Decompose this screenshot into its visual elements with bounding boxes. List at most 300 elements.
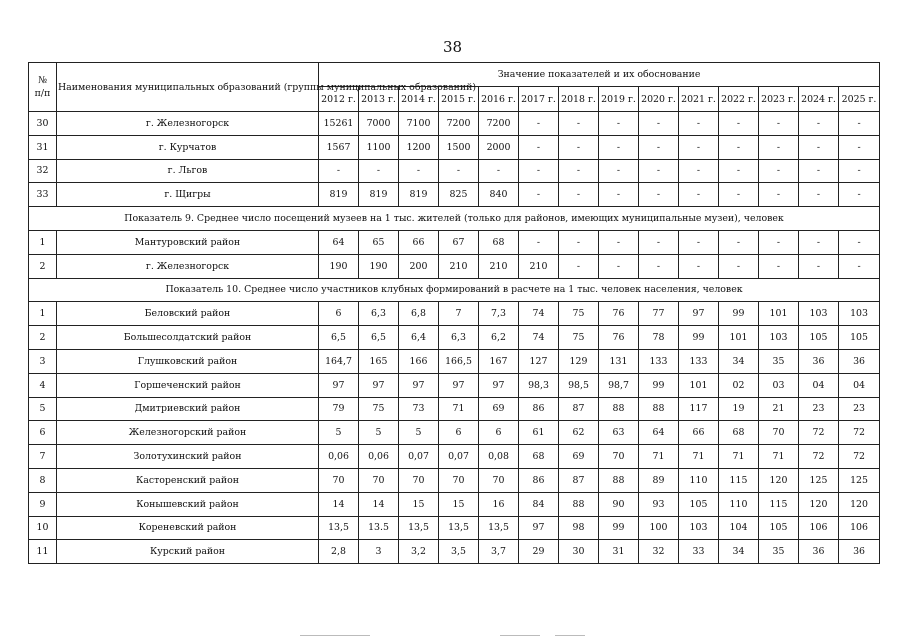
table-row [29, 445, 880, 469]
value-cell: 819 [319, 183, 359, 207]
value-cell: 3 [359, 540, 399, 564]
value-cell: 0,07 [439, 445, 479, 469]
value-cell: 64 [639, 421, 679, 445]
value-cell: 16 [479, 492, 519, 516]
table-row [29, 183, 880, 207]
value-cell: 04 [799, 373, 839, 397]
municipality-name: г. Железногорск [57, 112, 319, 136]
municipality-name: Кореневский район [57, 516, 319, 540]
value-cell: 90 [599, 492, 639, 516]
value-cell: - [799, 230, 839, 254]
value-cell: - [479, 159, 519, 183]
value-cell: 72 [799, 421, 839, 445]
value-cell: 3,2 [399, 540, 439, 564]
value-cell: 78 [639, 326, 679, 350]
value-cell: - [399, 159, 439, 183]
value-cell: - [719, 230, 759, 254]
value-cell: - [799, 183, 839, 207]
header-year: 2023 г. [759, 87, 799, 112]
row-number: 30 [29, 112, 57, 136]
value-cell: 819 [399, 183, 439, 207]
value-cell: 127 [519, 349, 559, 373]
value-cell: 15 [439, 492, 479, 516]
value-cell: 70 [319, 468, 359, 492]
value-cell: 210 [439, 254, 479, 278]
row-number: 6 [29, 421, 57, 445]
value-cell: - [679, 254, 719, 278]
value-cell: 97 [679, 302, 719, 326]
value-cell: 103 [839, 302, 880, 326]
value-cell: 6,3 [359, 302, 399, 326]
value-cell: 3,7 [479, 540, 519, 564]
value-cell: 70 [599, 445, 639, 469]
value-cell: - [799, 159, 839, 183]
table-row [29, 397, 880, 421]
table-row [29, 135, 880, 159]
header-year: 2024 г. [799, 87, 839, 112]
value-cell: - [359, 159, 399, 183]
row-number: 11 [29, 540, 57, 564]
value-cell: 103 [799, 302, 839, 326]
table-row [29, 254, 880, 278]
page-number: 38 [442, 38, 463, 56]
value-cell: 7200 [479, 112, 519, 136]
value-cell: 65 [359, 230, 399, 254]
value-cell: 101 [759, 302, 799, 326]
value-cell: 6,2 [479, 326, 519, 350]
section-row [29, 207, 880, 231]
value-cell: - [439, 159, 479, 183]
scan-artifact [500, 635, 540, 636]
value-cell: 33 [679, 540, 719, 564]
value-cell: 103 [759, 326, 799, 350]
table-row [29, 326, 880, 350]
value-cell: 71 [439, 397, 479, 421]
value-cell: - [599, 112, 639, 136]
value-cell: 106 [799, 516, 839, 540]
header-name: Наименования муниципальных образований (группы муниципальных образований) [57, 63, 319, 112]
value-cell: 98,5 [559, 373, 599, 397]
municipality-name: Мантуровский район [57, 230, 319, 254]
value-cell: 13,5 [319, 516, 359, 540]
value-cell: 86 [519, 397, 559, 421]
value-cell: 97 [479, 373, 519, 397]
value-cell: - [719, 254, 759, 278]
value-cell: 1567 [319, 135, 359, 159]
value-cell: 70 [359, 468, 399, 492]
municipality-name: г. Железногорск [57, 254, 319, 278]
table-row [29, 492, 880, 516]
value-cell: 68 [519, 445, 559, 469]
row-number: 32 [29, 159, 57, 183]
value-cell: 66 [399, 230, 439, 254]
value-cell: - [719, 112, 759, 136]
value-cell: 15261 [319, 112, 359, 136]
value-cell: 61 [519, 421, 559, 445]
value-cell: - [799, 112, 839, 136]
value-cell: 88 [599, 397, 639, 421]
value-cell: 89 [639, 468, 679, 492]
header-year: 2015 г. [439, 87, 479, 112]
value-cell: - [759, 230, 799, 254]
value-cell: 36 [839, 349, 880, 373]
value-cell: 69 [559, 445, 599, 469]
value-cell: 190 [319, 254, 359, 278]
table-row [29, 373, 880, 397]
value-cell: 36 [839, 540, 880, 564]
value-cell: 110 [719, 492, 759, 516]
value-cell: - [599, 183, 639, 207]
table-row [29, 540, 880, 564]
value-cell: 75 [359, 397, 399, 421]
header-year: 2013 г. [359, 87, 399, 112]
value-cell: 29 [519, 540, 559, 564]
value-cell: - [839, 183, 880, 207]
municipality-name: Конышевский район [57, 492, 319, 516]
value-cell: - [679, 183, 719, 207]
header-year: 2017 г. [519, 87, 559, 112]
value-cell: - [719, 135, 759, 159]
value-cell: 7100 [399, 112, 439, 136]
value-cell: - [679, 230, 719, 254]
value-cell: - [599, 159, 639, 183]
header-year: 2025 г. [839, 87, 880, 112]
value-cell: 23 [799, 397, 839, 421]
value-cell: - [839, 230, 880, 254]
value-cell: 0,07 [399, 445, 439, 469]
value-cell: 5 [399, 421, 439, 445]
value-cell: 120 [839, 492, 880, 516]
value-cell: 23 [839, 397, 880, 421]
value-cell: 13,5 [399, 516, 439, 540]
value-cell: 131 [599, 349, 639, 373]
table-row [29, 516, 880, 540]
section-row [29, 278, 880, 302]
value-cell: 5 [319, 421, 359, 445]
value-cell: 120 [799, 492, 839, 516]
value-cell: - [759, 254, 799, 278]
value-cell: 97 [519, 516, 559, 540]
value-cell: 62 [559, 421, 599, 445]
value-cell: 71 [759, 445, 799, 469]
value-cell: 129 [559, 349, 599, 373]
value-cell: 6,3 [439, 326, 479, 350]
value-cell: 97 [319, 373, 359, 397]
value-cell: 88 [599, 468, 639, 492]
value-cell: 70 [399, 468, 439, 492]
value-cell: 04 [839, 373, 880, 397]
value-cell: 35 [759, 349, 799, 373]
municipality-name: Большесолдатский район [57, 326, 319, 350]
value-cell: 104 [719, 516, 759, 540]
value-cell: - [559, 135, 599, 159]
value-cell: 125 [799, 468, 839, 492]
value-cell: 71 [719, 445, 759, 469]
value-cell: 71 [639, 445, 679, 469]
value-cell: 125 [839, 468, 880, 492]
value-cell: - [519, 230, 559, 254]
value-cell: - [799, 254, 839, 278]
value-cell: - [759, 183, 799, 207]
value-cell: - [639, 159, 679, 183]
row-number: 2 [29, 326, 57, 350]
value-cell: 7,3 [479, 302, 519, 326]
table-row [29, 159, 880, 183]
value-cell: 36 [799, 349, 839, 373]
value-cell: - [599, 230, 639, 254]
value-cell: 76 [599, 326, 639, 350]
value-cell: 120 [759, 468, 799, 492]
header-no: № п/п [29, 63, 57, 112]
value-cell: - [639, 254, 679, 278]
value-cell: 6,5 [359, 326, 399, 350]
value-cell: - [759, 135, 799, 159]
value-cell: 72 [839, 421, 880, 445]
row-number: 7 [29, 445, 57, 469]
value-cell: 77 [639, 302, 679, 326]
value-cell: 97 [399, 373, 439, 397]
value-cell: 7000 [359, 112, 399, 136]
value-cell: 106 [839, 516, 880, 540]
municipality-name: Золотухинский район [57, 445, 319, 469]
value-cell: 1500 [439, 135, 479, 159]
value-cell: 7 [439, 302, 479, 326]
value-cell: 13,5 [439, 516, 479, 540]
value-cell: 99 [719, 302, 759, 326]
value-cell: - [319, 159, 359, 183]
value-cell: 68 [479, 230, 519, 254]
row-number: 8 [29, 468, 57, 492]
row-number: 3 [29, 349, 57, 373]
row-number: 33 [29, 183, 57, 207]
value-cell: 87 [559, 468, 599, 492]
value-cell: 840 [479, 183, 519, 207]
value-cell: - [839, 159, 880, 183]
value-cell: 190 [359, 254, 399, 278]
row-number: 10 [29, 516, 57, 540]
header-year: 2018 г. [559, 87, 599, 112]
value-cell: 110 [679, 468, 719, 492]
value-cell: 0,08 [479, 445, 519, 469]
value-cell: 75 [559, 302, 599, 326]
value-cell: 115 [719, 468, 759, 492]
value-cell: - [759, 112, 799, 136]
value-cell: 64 [319, 230, 359, 254]
municipality-name: Касторенский район [57, 468, 319, 492]
value-cell: 35 [759, 540, 799, 564]
table-row [29, 468, 880, 492]
value-cell: 101 [679, 373, 719, 397]
value-cell: - [639, 112, 679, 136]
municipality-name: Беловский район [57, 302, 319, 326]
value-cell: 117 [679, 397, 719, 421]
municipality-name: г. Курчатов [57, 135, 319, 159]
value-cell: 69 [479, 397, 519, 421]
value-cell: 86 [519, 468, 559, 492]
value-cell: 72 [839, 445, 880, 469]
municipality-name: Курский район [57, 540, 319, 564]
value-cell: 97 [359, 373, 399, 397]
municipality-name: г. Щигры [57, 183, 319, 207]
value-cell: - [599, 254, 639, 278]
value-cell: 1100 [359, 135, 399, 159]
value-cell: 72 [799, 445, 839, 469]
value-cell: - [559, 112, 599, 136]
value-cell: 93 [639, 492, 679, 516]
value-cell: 15 [399, 492, 439, 516]
section-title: Показатель 9. Среднее число посещений музеев на 1 тыс. жителей (только для районов, имеющих муниципальные музеи), человек [29, 207, 880, 231]
value-cell: 210 [519, 254, 559, 278]
row-number: 31 [29, 135, 57, 159]
value-cell: 6,4 [399, 326, 439, 350]
value-cell: 19 [719, 397, 759, 421]
header-year: 2020 г. [639, 87, 679, 112]
value-cell: - [639, 183, 679, 207]
value-cell: - [839, 135, 880, 159]
value-cell: - [639, 230, 679, 254]
table-row [29, 421, 880, 445]
value-cell: 14 [319, 492, 359, 516]
value-cell: - [679, 135, 719, 159]
value-cell: 75 [559, 326, 599, 350]
value-cell: 14 [359, 492, 399, 516]
value-cell: 6 [439, 421, 479, 445]
value-cell: 115 [759, 492, 799, 516]
value-cell: 99 [679, 326, 719, 350]
value-cell: 0,06 [319, 445, 359, 469]
value-cell: - [519, 112, 559, 136]
value-cell: 7200 [439, 112, 479, 136]
value-cell: 97 [439, 373, 479, 397]
value-cell: 70 [439, 468, 479, 492]
value-cell: - [559, 183, 599, 207]
value-cell: 84 [519, 492, 559, 516]
municipality-name: Глушковский район [57, 349, 319, 373]
value-cell: - [839, 254, 880, 278]
value-cell: 88 [639, 397, 679, 421]
value-cell: - [519, 183, 559, 207]
header-year: 2021 г. [679, 87, 719, 112]
value-cell: 34 [719, 349, 759, 373]
value-cell: 67 [439, 230, 479, 254]
value-cell: - [519, 159, 559, 183]
header-year: 2022 г. [719, 87, 759, 112]
value-cell: 105 [679, 492, 719, 516]
table-row [29, 349, 880, 373]
value-cell: - [679, 112, 719, 136]
value-cell: - [519, 135, 559, 159]
value-cell: 98,7 [599, 373, 639, 397]
value-cell: 98,3 [519, 373, 559, 397]
value-cell: 133 [639, 349, 679, 373]
value-cell: 99 [639, 373, 679, 397]
value-cell: 6,5 [319, 326, 359, 350]
value-cell: 88 [559, 492, 599, 516]
value-cell: 164,7 [319, 349, 359, 373]
value-cell: 165 [359, 349, 399, 373]
table-row [29, 302, 880, 326]
value-cell: 819 [359, 183, 399, 207]
value-cell: 68 [719, 421, 759, 445]
value-cell: 6,8 [399, 302, 439, 326]
value-cell: 166 [399, 349, 439, 373]
value-cell: 98 [559, 516, 599, 540]
municipality-name: Горшеченский район [57, 373, 319, 397]
value-cell: 87 [559, 397, 599, 421]
value-cell: 32 [639, 540, 679, 564]
row-number: 5 [29, 397, 57, 421]
value-cell: 71 [679, 445, 719, 469]
row-number: 1 [29, 230, 57, 254]
value-cell: - [559, 159, 599, 183]
table-row [29, 112, 880, 136]
value-cell: 5 [359, 421, 399, 445]
value-cell: 34 [719, 540, 759, 564]
header-year: 2019 г. [599, 87, 639, 112]
value-cell: 103 [679, 516, 719, 540]
value-cell: 30 [559, 540, 599, 564]
scan-artifact [555, 635, 585, 636]
value-cell: - [559, 254, 599, 278]
value-cell: 02 [719, 373, 759, 397]
value-cell: 99 [599, 516, 639, 540]
value-cell: 133 [679, 349, 719, 373]
value-cell: 70 [479, 468, 519, 492]
value-cell: 2,8 [319, 540, 359, 564]
value-cell: 66 [679, 421, 719, 445]
value-cell: 13.5 [359, 516, 399, 540]
value-cell: 200 [399, 254, 439, 278]
value-cell: 167 [479, 349, 519, 373]
value-cell: 166,5 [439, 349, 479, 373]
value-cell: - [719, 159, 759, 183]
municipality-name: Дмитриевский район [57, 397, 319, 421]
municipality-name: Железногорский район [57, 421, 319, 445]
header-year: 2016 г. [479, 87, 519, 112]
value-cell: - [719, 183, 759, 207]
row-number: 2 [29, 254, 57, 278]
row-number: 1 [29, 302, 57, 326]
value-cell: - [599, 135, 639, 159]
value-cell: 0,06 [359, 445, 399, 469]
value-cell: 31 [599, 540, 639, 564]
value-cell: 6 [319, 302, 359, 326]
value-cell: 100 [639, 516, 679, 540]
value-cell: 3,5 [439, 540, 479, 564]
value-cell: 13,5 [479, 516, 519, 540]
value-cell: 1200 [399, 135, 439, 159]
scan-artifact [300, 635, 370, 636]
value-cell: 76 [599, 302, 639, 326]
table-body [29, 112, 880, 564]
municipality-name: г. Льгов [57, 159, 319, 183]
header-values-title: Значение показателей и их обоснование [319, 63, 880, 87]
value-cell: 6 [479, 421, 519, 445]
value-cell: - [799, 135, 839, 159]
value-cell: - [759, 159, 799, 183]
row-number: 4 [29, 373, 57, 397]
value-cell: - [559, 230, 599, 254]
value-cell: - [839, 112, 880, 136]
value-cell: 73 [399, 397, 439, 421]
value-cell: 74 [519, 326, 559, 350]
value-cell: 63 [599, 421, 639, 445]
header-year: 2012 г. [319, 87, 359, 112]
section-title: Показатель 10. Среднее число участников клубных формирований в расчете на 1 тыс. человек населения, человек [29, 278, 880, 302]
row-number: 9 [29, 492, 57, 516]
value-cell: 70 [759, 421, 799, 445]
value-cell: 36 [799, 540, 839, 564]
